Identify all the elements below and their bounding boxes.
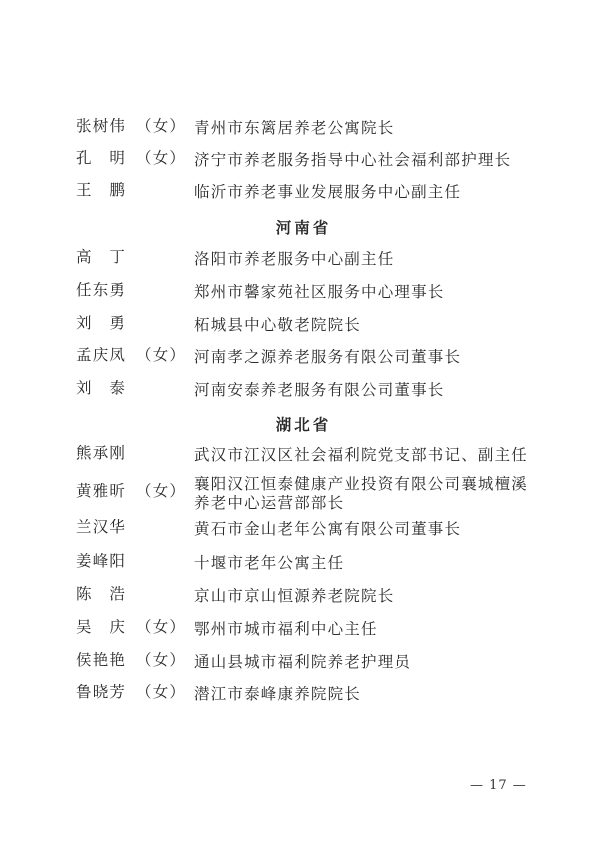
person-name: 陈 浩 [76,585,127,603]
person-name: 侯艳艳 [76,651,127,669]
person-title: 青州市东篱居养老公寓院长 [194,119,395,137]
person-title: 鄂州市城市福利中心主任 [194,620,378,638]
person-title: 济宁市养老服务指导中心社会福利部护理长 [194,151,512,169]
person-name: 兰汉华 [76,518,127,536]
person-title: 潜江市泰峰康养院院长 [194,685,362,703]
person-title: 黄石市金山老年公寓有限公司董事长 [194,520,462,538]
person-name: 黄雅昕 [76,482,127,500]
gender-note: （女） [136,618,187,636]
person-name: 孔 明 [76,149,127,167]
gender-note: （女） [136,683,187,701]
person-title: 柘城县中心敬老院院长 [194,316,362,334]
person-name: 熊承刚 [76,444,127,462]
person-name: 孟庆凤 [76,346,127,364]
person-title: 通山县城市福利院养老护理员 [194,653,412,671]
person-name: 刘 勇 [76,314,127,332]
person-title: 十堰市老年公寓主任 [194,554,345,572]
person-name: 姜峰阳 [76,552,127,570]
person-title: 临沂市养老事业发展服务中心副主任 [194,183,462,201]
person-title: 京山市京山恒源养老院院长 [194,587,395,605]
gender-note: （女） [136,149,187,167]
person-name: 高 丁 [76,248,127,266]
person-name: 吴 庆 [76,618,127,636]
person-title: 洛阳市养老服务中心副主任 [194,250,395,268]
person-name: 任东勇 [76,281,127,299]
person-name: 张树伟 [76,117,127,135]
person-name: 鲁晓芳 [76,683,127,701]
gender-note: （女） [136,482,187,500]
page-number: — 17 — [470,778,527,793]
person-title: 河南孝之源养老服务有限公司董事长 [194,348,462,366]
person-title: 郑州市馨家苑社区服务中心理事长 [194,283,445,301]
person-name: 刘 泰 [76,379,127,397]
person-name: 王 鹏 [76,181,127,199]
gender-note: （女） [136,651,187,669]
person-title: 襄阳汉江恒泰健康产业投资有限公司襄城檀溪养老中心运营部部长 [194,475,529,512]
gender-note: （女） [136,117,187,135]
province-heading: 湖北省 [275,415,332,434]
person-title: 武汉市江汉区社会福利院党支部书记、副主任 [194,446,529,464]
gender-note: （女） [136,346,187,364]
province-heading: 河南省 [275,218,332,237]
person-title: 河南安泰养老服务有限公司董事长 [194,381,445,399]
